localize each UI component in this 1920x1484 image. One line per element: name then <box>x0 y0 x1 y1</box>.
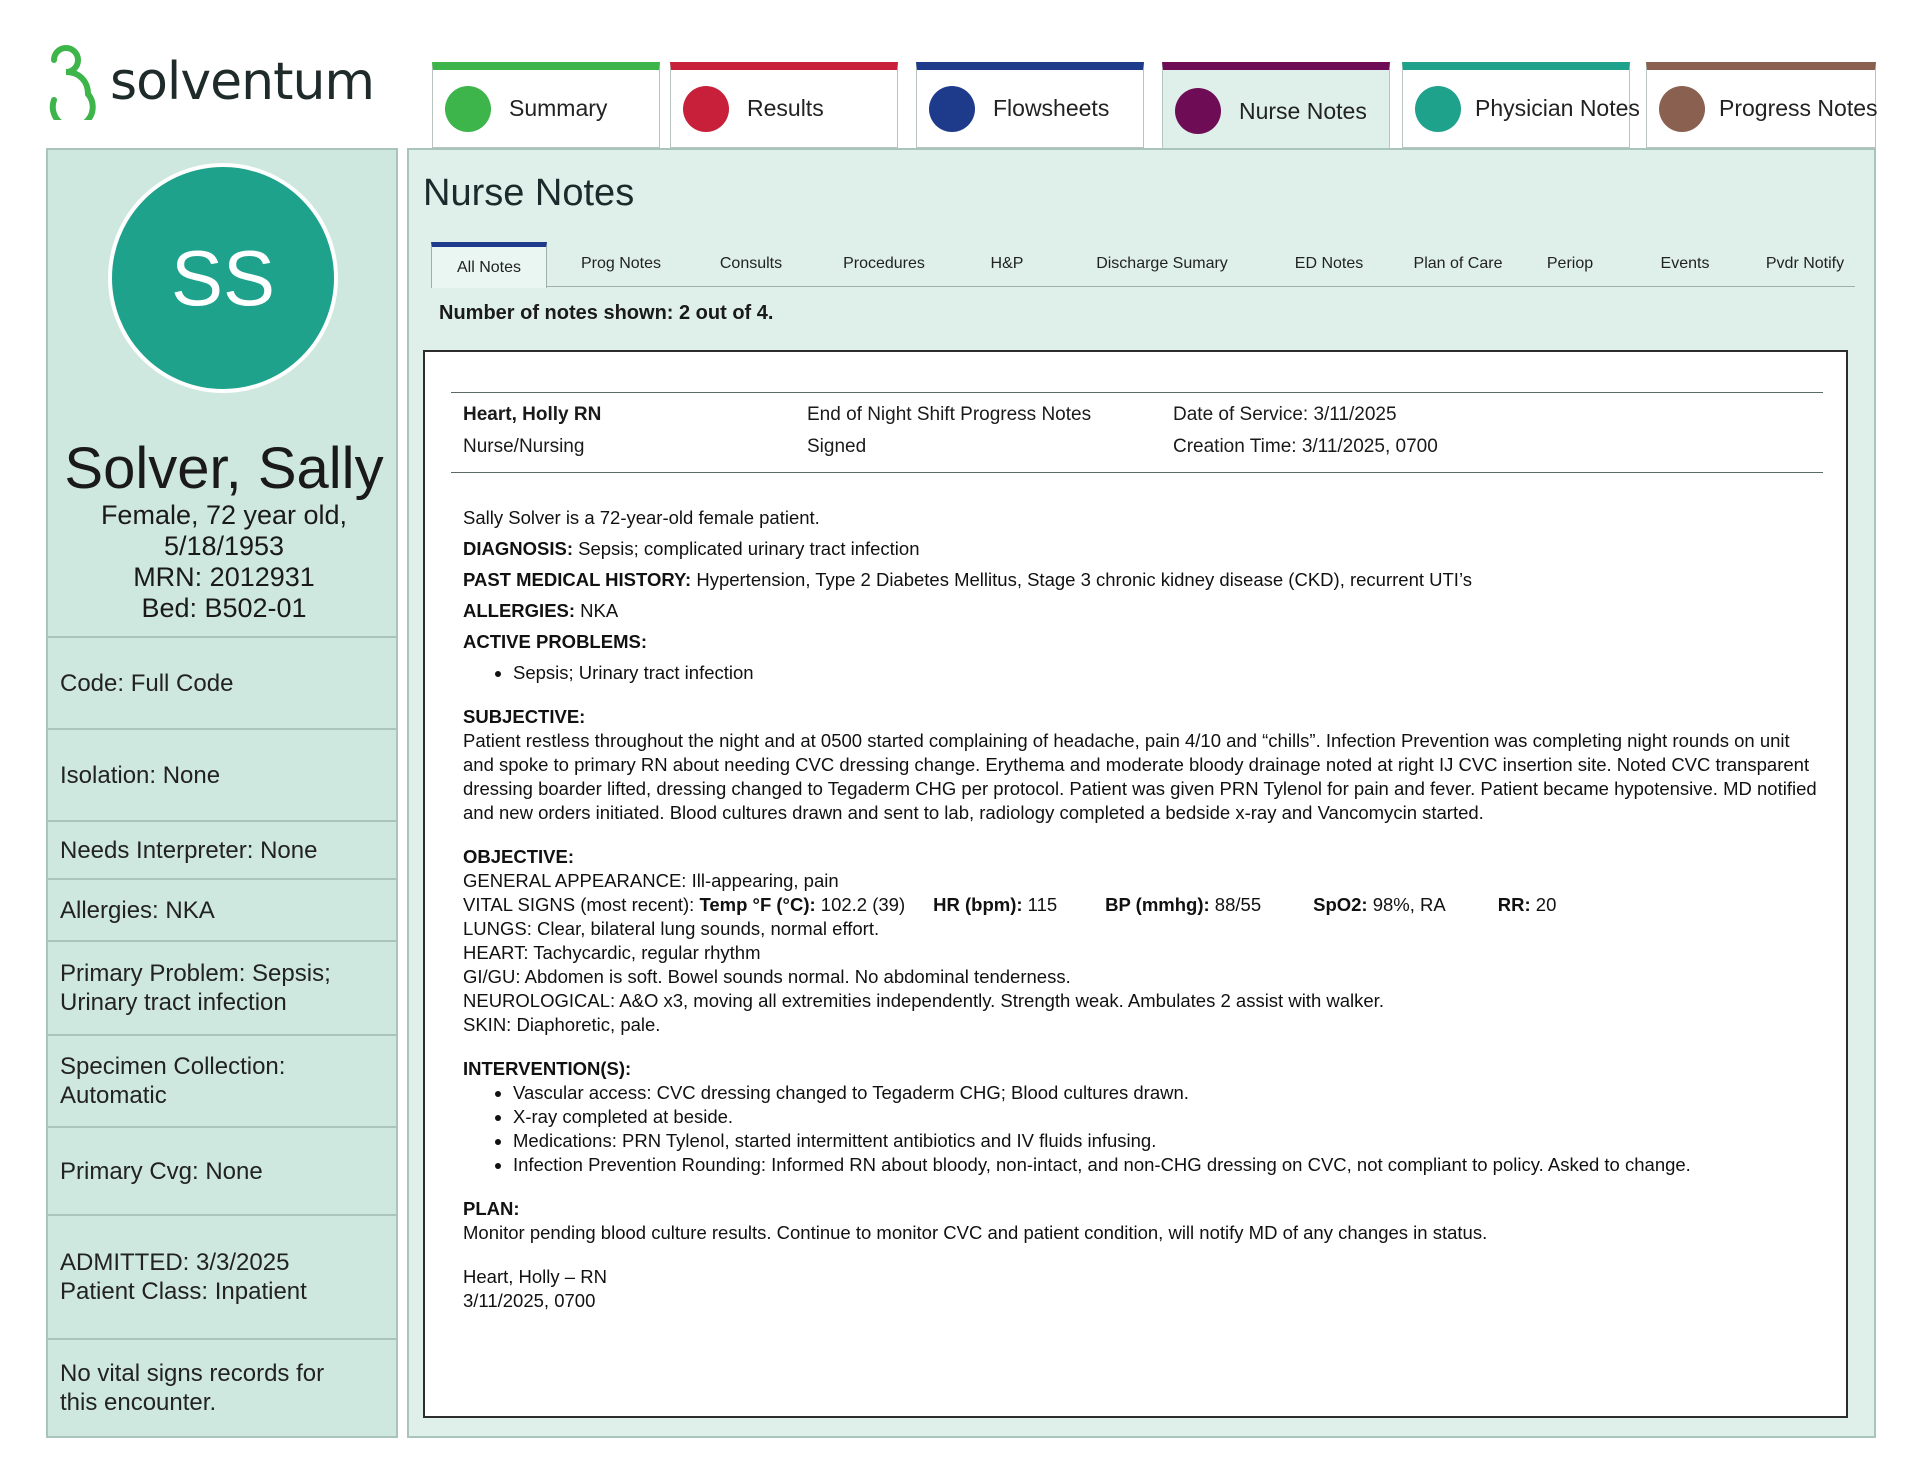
list-item: • X-ray completed at beside. <box>513 1105 1823 1129</box>
creation-time: Creation Time: 3/11/2025, 0700 <box>1173 436 1438 457</box>
subtab-periop[interactable]: Periop <box>1546 255 1594 272</box>
main-panel <box>407 148 1876 1438</box>
rr-label: RR: <box>1497 894 1531 915</box>
tab-nurse-notes[interactable] <box>1162 62 1390 152</box>
temp-value: 102.2 (39) <box>815 894 906 915</box>
note-body <box>463 506 1823 1313</box>
date-of-service: Date of Service: 3/11/2025 <box>1173 404 1397 425</box>
interpreter-status <box>48 820 396 878</box>
plan-text: Monitor pending blood culture results. Continue to monitor CVC and patient condition, will notify MD of any changes in status. <box>463 1222 1488 1243</box>
list-item: • Medications: PRN Tylenol, started intermittent antibiotics and IV fluids infusing. <box>513 1129 1823 1153</box>
diagnosis-text: Sepsis; complicated urinary tract infection <box>572 538 920 559</box>
specimen-line-1: Specimen Collection: <box>60 1053 286 1080</box>
gigu-finding: GI/GU: Abdomen is soft. Bowel sounds normal. No abdominal tenderness. <box>463 966 1071 987</box>
solventum-logo-icon <box>44 44 102 120</box>
skin-finding: SKIN: Diaphoretic, pale. <box>463 1014 661 1035</box>
subtab-pvdr-notify[interactable]: Pvdr Notify <box>1765 255 1845 272</box>
rr-value: 20 <box>1530 894 1557 915</box>
list-item: • Vascular access: CVC dressing changed to Tegaderm CHG; Blood cultures drawn. <box>513 1081 1823 1105</box>
interventions-label: INTERVENTION(S): <box>463 1058 632 1079</box>
coverage-text: Primary Cvg: None <box>60 1157 263 1185</box>
pmh-line <box>463 568 1823 592</box>
pmh-text: Hypertension, Type 2 Diabetes Mellitus, Stage 3 chronic kidney disease (CKD), recurrent UTI’s <box>691 569 1472 590</box>
active-problems-label: ACTIVE PROBLEMS: <box>463 631 647 652</box>
allergies-note-text: NKA <box>575 600 619 621</box>
general-appearance: GENERAL APPEARANCE: Ill-appearing, pain <box>463 870 839 891</box>
flowsheets-dot-icon <box>929 86 975 132</box>
tab-progress-notes-label: Progress Notes <box>1719 95 1878 121</box>
patient-sidebar <box>46 148 398 1438</box>
neuro-finding: NEUROLOGICAL: A&O x3, moving all extremities independently. Strength weak. Ambulates 2 assist with walker. <box>463 990 1384 1011</box>
subtab-prog-notes[interactable]: Prog Notes <box>580 255 662 272</box>
specimen-collection <box>48 1034 396 1126</box>
patient-info <box>48 500 400 624</box>
note-author: Heart, Holly RN <box>463 404 602 425</box>
tab-nurse-notes-label: Nurse Notes <box>1239 97 1367 124</box>
vitals-line-2: this encounter. <box>60 1389 217 1416</box>
subtab-all-notes[interactable]: All Notes <box>431 242 547 288</box>
subtab-ed-notes[interactable]: ED Notes <box>1294 255 1364 272</box>
subtab-procedures[interactable]: Procedures <box>843 255 925 272</box>
patient-mrn: MRN: 2012931 <box>133 562 315 592</box>
signature-date: 3/11/2025, 0700 <box>463 1290 596 1311</box>
admission-info <box>48 1214 396 1338</box>
objective-label: OBJECTIVE: <box>463 846 575 867</box>
vitals-line-1: No vital signs records for <box>60 1360 325 1387</box>
primary-problem <box>48 940 396 1034</box>
tab-flowsheets[interactable] <box>916 62 1144 148</box>
subjective-text: Patient restless throughout the night and at 0500 started complaining of headache, pain 4/10 and “chills”. Infection Prevention was completing night rounds on unit and spoke to primary RN about needing CVC dressing change. Erythema and moderate bloody drainage noted at right IJ CVC insertion site. Noted CVC transparent dressing boarder lifted, dressing changed to Tegaderm CHG per protocol. Patient was given PRN Tylenol for pain and fever. Patient became hypotensive. MD notified and new orders initiated. Blood cultures drawn and sent to lab, radiology completed a bedside x-ray and Vancomycin started. <box>463 730 1817 823</box>
code-status-text: Code: Full Code <box>60 669 234 697</box>
plan-label: PLAN: <box>463 1198 520 1219</box>
note-status: Signed <box>807 436 867 457</box>
note-intro: Sally Solver is a 72-year-old female patient. <box>463 507 820 528</box>
bp-value: 88/55 <box>1209 894 1262 915</box>
hr-value: 115 <box>1022 894 1058 915</box>
heart-finding: HEART: Tachycardic, regular rhythm <box>463 942 761 963</box>
interpreter-text: Needs Interpreter: None <box>60 836 318 864</box>
specimen-line-2: Automatic <box>60 1082 167 1109</box>
progress-notes-dot-icon <box>1659 86 1705 132</box>
subtab-discharge-summary[interactable]: Discharge Sumary <box>1096 255 1228 272</box>
tab-flowsheets-label: Flowsheets <box>993 95 1110 121</box>
vitals-prefix: VITAL SIGNS (most recent): <box>463 894 700 915</box>
note-type-tabs <box>431 242 1855 287</box>
vital-signs-summary <box>48 1338 396 1436</box>
page-title: Nurse Notes <box>423 172 635 214</box>
spo2-label: SpO2: <box>1313 894 1368 915</box>
note-card <box>423 350 1848 1418</box>
tab-results-label: Results <box>747 95 824 121</box>
subtab-events[interactable]: Events <box>1660 255 1710 272</box>
list-item: • Sepsis; Urinary tract infection <box>513 661 1823 685</box>
primary-problem-line-1: Primary Problem: Sepsis; <box>60 960 331 987</box>
summary-dot-icon <box>445 86 491 132</box>
tab-results[interactable] <box>670 62 898 148</box>
tab-progress-notes[interactable] <box>1646 62 1876 148</box>
pmh-label: PAST MEDICAL HISTORY: <box>463 569 692 590</box>
brand-name: solventum <box>110 52 375 112</box>
allergies-line <box>463 599 1823 623</box>
lungs-finding: LUNGS: Clear, bilateral lung sounds, normal effort. <box>463 918 880 939</box>
note-header-top-divider <box>451 392 1823 393</box>
allergies-status <box>48 878 396 940</box>
hr-label: HR (bpm): <box>933 894 1023 915</box>
solventum-logo <box>44 44 374 120</box>
list-item: • Infection Prevention Rounding: Informed RN about bloody, non-intact, and non-CHG dressing on CVC, not compliant to policy. Asked to change. <box>513 1153 1823 1177</box>
allergies-label: ALLERGIES: <box>463 600 576 621</box>
admitted-date: ADMITTED: 3/3/2025 <box>60 1249 290 1276</box>
isolation-text: Isolation: None <box>60 761 221 789</box>
tab-summary[interactable] <box>432 62 660 148</box>
patient-class: Patient Class: Inpatient <box>60 1278 307 1305</box>
avatar: SS <box>108 163 338 393</box>
allergies-text: Allergies: NKA <box>60 896 215 924</box>
note-header-bottom-divider <box>451 472 1823 473</box>
code-status <box>48 636 396 728</box>
primary-problem-line-2: Urinary tract infection <box>60 989 287 1016</box>
isolation-status <box>48 728 396 820</box>
tab-physician-notes[interactable] <box>1402 62 1640 148</box>
patient-dob: 5/18/1953 <box>163 531 285 561</box>
notes-count: Number of notes shown: 2 out of 4. <box>439 302 774 324</box>
subtab-plan-of-care[interactable]: Plan of Care <box>1413 255 1503 272</box>
tab-summary-label: Summary <box>509 95 608 121</box>
diagnosis-line <box>463 537 1823 561</box>
tab-physician-notes-label: Physician Notes <box>1475 95 1640 121</box>
patient-name: Solver, Sally <box>64 436 384 501</box>
note-author-role: Nurse/Nursing <box>463 436 585 457</box>
patient-bed: Bed: B502-01 <box>141 593 307 623</box>
diagnosis-label: DIAGNOSIS: <box>463 538 573 559</box>
subtab-hp[interactable]: H&P <box>990 255 1024 272</box>
nurse-notes-dot-icon <box>1175 88 1221 134</box>
subjective-label: SUBJECTIVE: <box>463 706 586 727</box>
subtab-consults[interactable]: Consults <box>719 255 783 272</box>
note-type: End of Night Shift Progress Notes <box>807 404 1092 425</box>
vital-signs-line <box>463 893 1823 917</box>
results-dot-icon <box>683 86 729 132</box>
signature: Heart, Holly – RN <box>463 1266 607 1287</box>
bp-label: BP (mmhg): <box>1105 894 1210 915</box>
primary-coverage <box>48 1126 396 1214</box>
temp-label: Temp °F (°C): <box>699 894 816 915</box>
spo2-value: 98%, RA <box>1367 894 1446 915</box>
physician-notes-dot-icon <box>1415 86 1461 132</box>
patient-demographics: Female, 72 year old, <box>100 500 348 530</box>
active-problems-list <box>463 661 1823 685</box>
interventions-list <box>463 1081 1823 1177</box>
